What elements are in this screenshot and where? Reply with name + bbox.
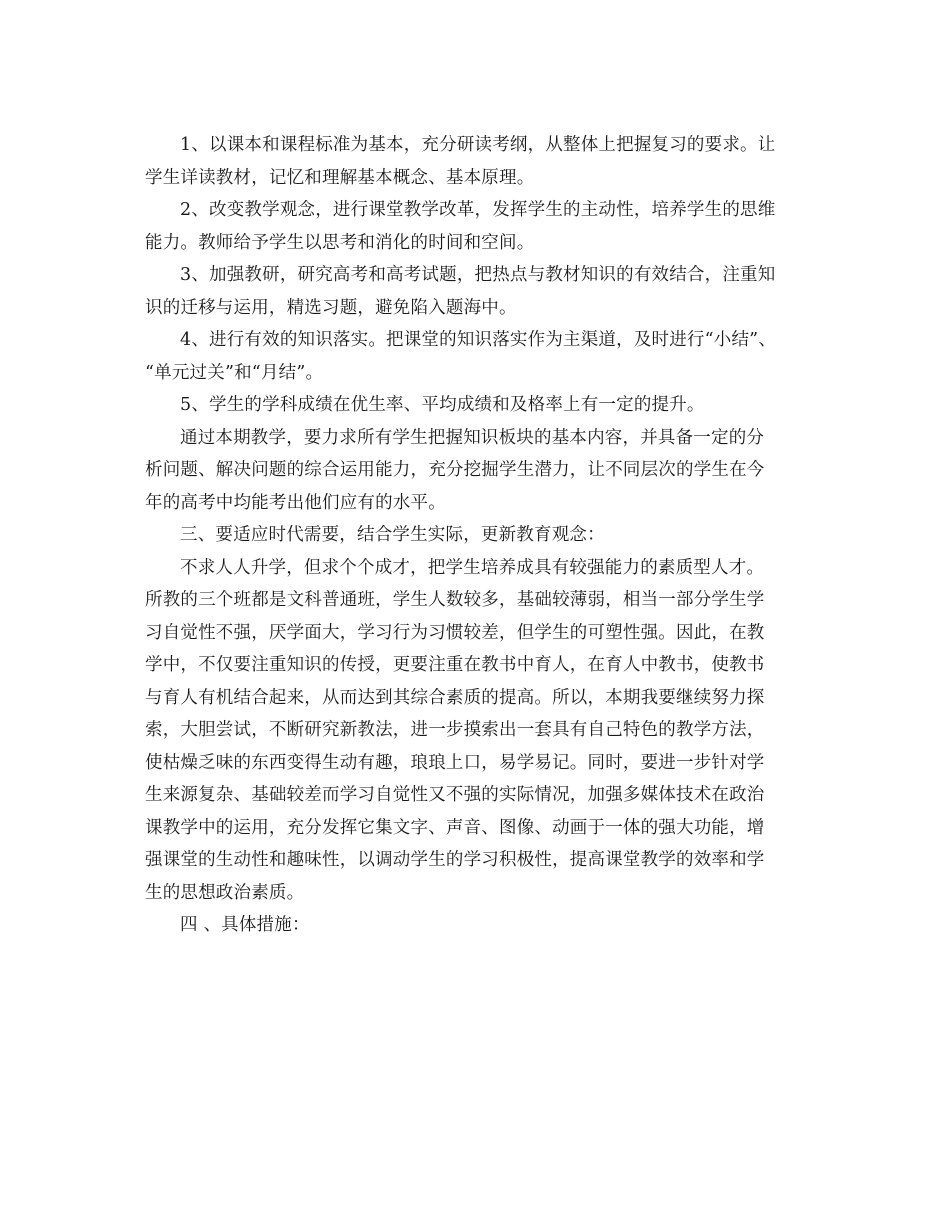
paragraph-item-3 bbox=[145, 259, 817, 324]
text-line: 学中，不仅要注重知识的传授，更要注重在教书中育人，在育人中教书，使教书 bbox=[145, 655, 765, 675]
text-line: 与育人有机结合起来，从而达到其综合素质的提高。所以，本期我要继续努力探 bbox=[145, 687, 765, 708]
text-line: 学生详读教材，记忆和理解基本概念、基本原理。 bbox=[145, 167, 535, 188]
text-line: 强课堂的生动性和趣味性，以调动学生的学习积极性，提高课堂教学的效率和学 bbox=[145, 850, 765, 870]
text-line: 4、进行有效的知识落实。把课堂的知识落实作为主渠道，及时进行“小结”、 bbox=[180, 330, 777, 350]
text-line: 析问题、解决问题的综合运用能力，充分挖掘学生潜力，让不同层次的学生在今 bbox=[145, 460, 765, 480]
text-line: 3、加强教研，研究高考和高考试题，把热点与教材知识的有效结合，注重知 bbox=[180, 265, 776, 285]
document-body bbox=[145, 129, 817, 942]
paragraph-summary bbox=[145, 422, 817, 520]
text-line: 习自觉性不强，厌学面大，学习行为习惯较差，但学生的可塑性强。因此，在教 bbox=[145, 622, 765, 643]
text-line: 2、改变教学观念，进行课堂教学改革，发挥学生的主动性，培养学生的思维 bbox=[180, 200, 776, 220]
text-line: 使枯燥乏味的东西变得生动有趣，琅琅上口，易学易记。同时，要进一步针对学 bbox=[145, 752, 765, 773]
paragraph-item-5 bbox=[145, 389, 817, 422]
text-line: 能力。教师给予学生以思考和消化的时间和空间。 bbox=[145, 232, 535, 253]
text-line: 不求人人升学，但求个个成才，把学生培养成具有较强能力的素质型人才。 bbox=[180, 557, 765, 578]
text-line: 索，大胆尝试，不断研究新教法，进一步摸索出一套具有自己特色的教学方法， bbox=[145, 720, 765, 740]
paragraph-item-1 bbox=[145, 129, 817, 194]
text-line: 所教的三个班都是文科普通班，学生人数较多，基础较薄弱，相当一部分学生学 bbox=[145, 590, 765, 610]
text-line: 识的迁移与运用，精选习题，避免陷入题海中。 bbox=[145, 297, 517, 318]
text-line: 1、以课本和课程标准为基本，充分研读考纲，从整体上把握复习的要求。让 bbox=[180, 135, 776, 155]
text-line: 通过本期教学，要力求所有学生把握知识板块的基本内容，并具备一定的分 bbox=[180, 427, 765, 448]
text-line: 年的高考中均能考出他们应有的水平。 bbox=[145, 492, 446, 513]
section-heading-4 bbox=[145, 909, 817, 942]
paragraph-item-4 bbox=[145, 324, 817, 389]
section-heading-3 bbox=[145, 519, 817, 552]
text-line: 生的思想政治素质。 bbox=[145, 882, 305, 903]
paragraph-education-concept bbox=[145, 552, 817, 910]
paragraph-item-2 bbox=[145, 194, 817, 259]
text-line: 生来源复杂、基础较差而学习自觉性又不强的实际情况，加强多媒体技术在政治 bbox=[145, 785, 765, 805]
text-line: “单元过关”和“月结”。 bbox=[145, 362, 324, 383]
text-line: 四 、具体措施： bbox=[180, 915, 310, 935]
text-line: 三、要适应时代需要，结合学生实际，更新教育观念： bbox=[180, 525, 605, 545]
text-line: 课教学中的运用，充分发挥它集文字、声音、图像、动画于一体的强大功能，增 bbox=[145, 817, 765, 838]
text-line: 5、学生的学科成绩在优生率、平均成绩和及格率上有一定的提升。 bbox=[180, 395, 705, 415]
